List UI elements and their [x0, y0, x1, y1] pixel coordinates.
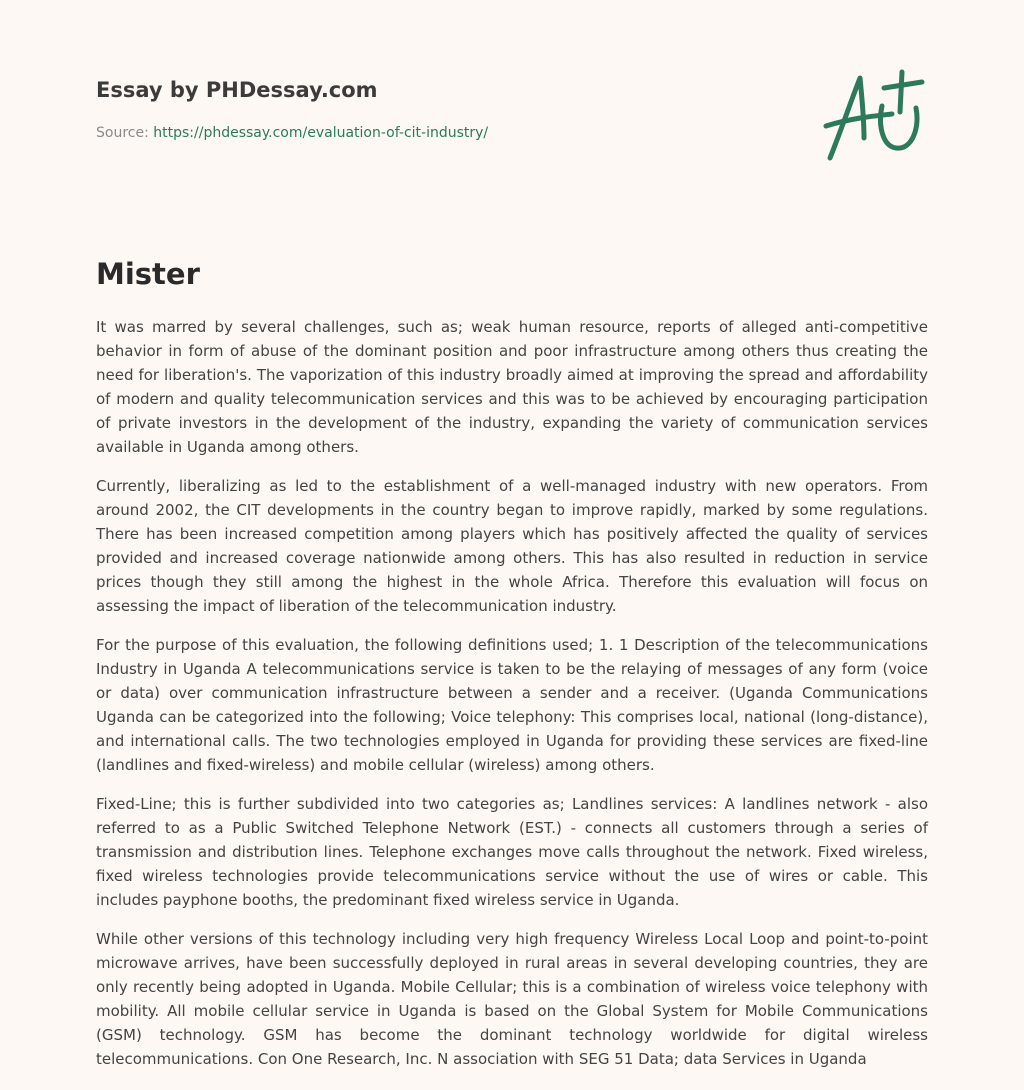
paragraph: Currently, liberalizing as led to the establishment of a well-managed industry with new operators. From around 2002, the CIT developments in the country began to improve rapidly, marked by some regulations. There has been increased competition among players which has positively affected the quality of services provided and increased coverage nationwide among others. This has also resulted in reduction in service prices though they still among the highest in the whole Africa. Therefore this evaluation will focus on assessing the impact of liberation of the telecommunication industry. [96, 477, 928, 615]
paragraph: While other versions of this technology including very high frequency Wireless Local Loop and point-to-point microwave arrives, have been successfully deployed in rural areas in several developing countries, they are only recently being adopted in Uganda. Mobile Cellular; this is a combination of wireless voice telephony with mobility. All mobile cellular service in Uganda is based on the Global System for Mobile Communications (GSM) technology. GSM has become the dominant technology worldwide for digital wireless telecommunications. Con One Research, Inc. N association with SEG 51 Data; data Services in Uganda [96, 930, 928, 1068]
site-brand: Essay by PHDessay.com [96, 78, 378, 102]
paragraph: It was marred by several challenges, such as; weak human resource, reports of alleged anti-competitive behavior in form of abuse of the dominant position and poor infrastructure among others thus creating the need for liberation's. The vaporization of this industry broadly aimed at improving the spread and affordability of modern and quality telecommunication services and this was to be achieved by encouraging participation of private investors in the development of the industry, expanding the variety of communication services available in Uganda among others. [96, 318, 928, 456]
source-label: Source: [96, 125, 149, 141]
paragraph: For the purpose of this evaluation, the following definitions used; 1. 1 Description of the telecommunications Industry in Uganda A telecommunications service is taken to be the relaying of messages of any form (voice or data) over communication infrastructure between a sender and a receiver. (Uganda Communications Uganda can be categorized into the following; Voice telephony: This comprises local, national (long-distance), and international calls. The two technologies employed in Uganda for providing these services are fixed-line (landlines and fixed-wireless) and mobile cellular (wireless) among others. [96, 636, 928, 774]
a-plus-logo-icon [822, 68, 928, 164]
essay-body [96, 315, 928, 1086]
source-link[interactable]: https://phdessay.com/evaluation-of-cit-industry/ [153, 125, 489, 141]
paragraph: Fixed-Line; this is further subdivided into two categories as; Landlines services: A landlines network - also referred to as a Public Switched Telephone Network (EST.) - connects all customers through a series of transmission and distribution lines. Telephone exchanges move calls throughout the network. Fixed wireless, fixed wireless technologies provide telecommunications service without the use of wires or cable. This includes payphone booths, the predominant fixed wireless service in Uganda. [96, 795, 928, 909]
source-line [96, 124, 488, 142]
essay-title: Mister [96, 257, 200, 291]
page-header [96, 76, 928, 141]
